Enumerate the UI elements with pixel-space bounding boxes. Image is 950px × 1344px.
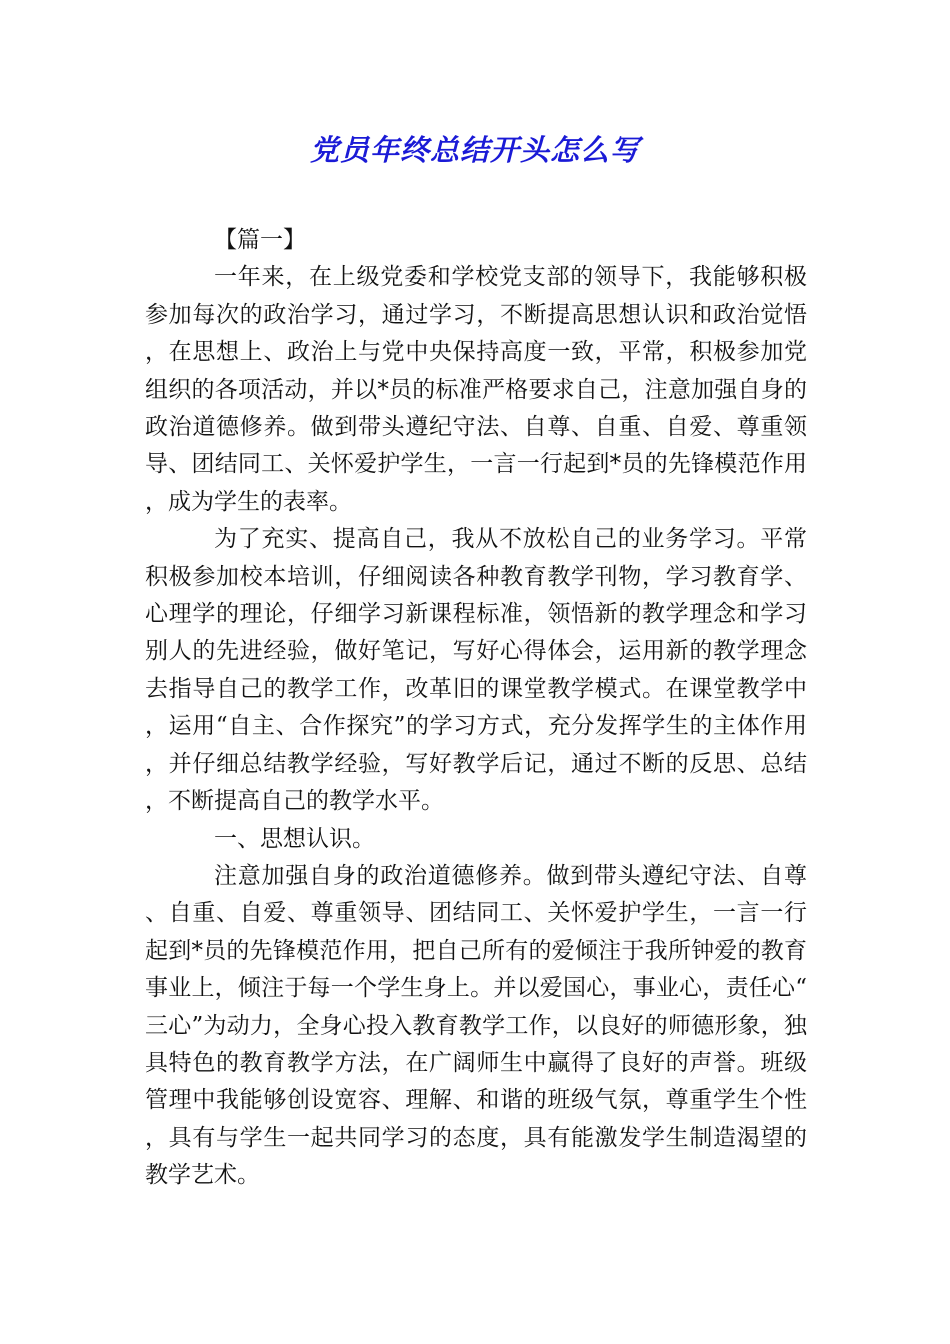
document-title: 党员年终总结开头怎么写 [309, 133, 640, 167]
section-marker: 【篇一】 [214, 227, 306, 253]
paragraph-3: 注意加强自身的政治道德修养。做到带头遵纪守法、自尊、自重、自爱、尊重领导、团结同工、关怀爱护学生，一言一行起到*员的先锋模范作用，把自己所有的爱倾注于我所钟爱的教育事业上，倾注于每一个学生身上。并以爱国心，事业心，责任心“三心”为动力，全身心投入教育教学工作，以良好的师德形象，独具特色的教育教学方法，在广阔师生中赢得了良好的声誉。班级管理中我能够创设宽容、理解、和谐的班级气氛，尊重学生个性，具有与学生一起共同学习的态度，具有能激发学生制造渴望的教学艺术。 [145, 862, 807, 1189]
paragraph-1: 一年来，在上级党委和学校党支部的领导下，我能够积极参加每次的政治学习，通过学习，不断提高思想认识和政治觉悟，在思想上、政治上与党中央保持高度一致，平常，积极参加党组织的各项活动，并以*员的标准严格要求自己，注意加强自身的政治道德修养。做到带头遵纪守法、自尊、自重、自爱、尊重领导、团结同工、关怀爱护学生，一言一行起到*员的先锋模范作用，成为学生的表率。 [145, 264, 807, 515]
document-body [145, 222, 807, 1195]
paragraph-2: 为了充实、提高自己，我从不放松自己的业务学习。平常积极参加校本培训，仔细阅读各种教育教学刊物，学习教育学、心理学的理论，仔细学习新课程标准，领悟新的教学理念和学习别人的先进经验，做好笔记，写好心得体会，运用新的教学理念去指导自己的教学工作，改革旧的课堂教学模式。在课堂教学中，运用“自主、合作探究”的学习方式，充分发挥学生的主体作用，并仔细总结教学经验，写好教学后记，通过不断的反思、总结，不断提高自己的教学水平。 [145, 526, 807, 815]
section-heading: 一、思想认识。 [214, 825, 375, 852]
